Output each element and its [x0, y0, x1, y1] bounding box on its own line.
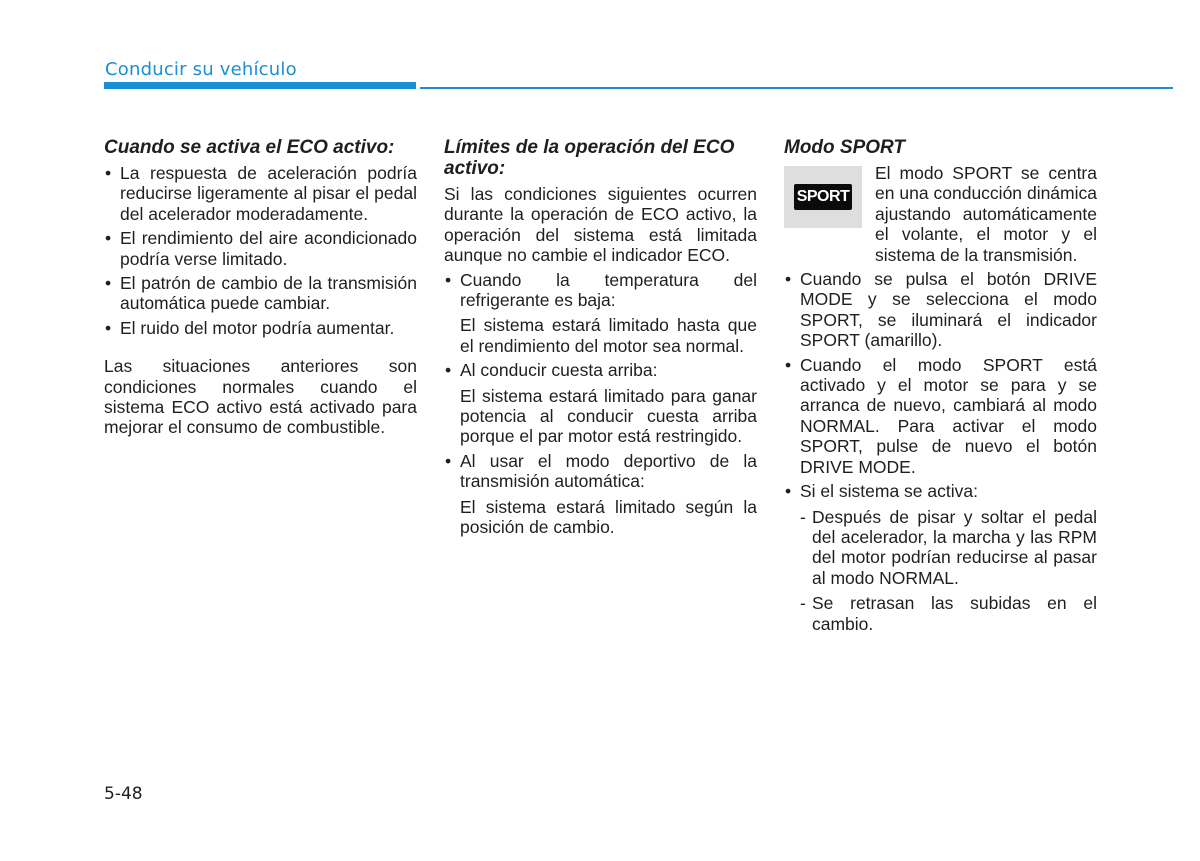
- header-bar-thick: [104, 82, 416, 89]
- column-eco-active: [104, 137, 417, 438]
- heading-sport-mode: Modo SPORT: [784, 137, 906, 158]
- paragraph-normal-conditions: Las situaciones anteriores son condiciones normales cuando el sistema ECO activo está activado para mejorar el consumo de combustible.: [104, 356, 417, 438]
- sport-intro-block: [784, 163, 1097, 265]
- column-sport-mode: [784, 137, 1097, 634]
- list-item: • Al conducir cuesta arriba:: [444, 360, 757, 380]
- list-item: • La respuesta de aceleración podría reducirse ligeramente al pisar el pedal del acelerador moderadamente.: [104, 163, 417, 224]
- list-item: • Al usar el modo deportivo de la transmisión automática:: [444, 451, 757, 492]
- dash-item: - Se retrasan las subidas en el cambio.: [784, 593, 1097, 634]
- page-number: 5-48: [104, 784, 143, 804]
- section-title: Conducir su vehículo: [105, 59, 297, 80]
- heading-eco-limits: Límites de la operación del ECO activo:: [444, 137, 735, 179]
- list-item-detail: El sistema estará limitado según la posición de cambio.: [460, 496, 757, 538]
- sport-mode-icon: [784, 166, 862, 228]
- list-item-detail: El sistema estará limitado para ganar potencia al conducir cuesta arriba porque el par motor está restringido.: [460, 385, 757, 447]
- paragraph-sport-intro: El modo SPORT se centra en una conducción dinámica ajustando automáticamente el volante, el motor y el sistema de la transmisión.: [875, 163, 1097, 265]
- header-bar-thin: [420, 87, 1173, 89]
- list-item: • El ruido del motor podría aumentar.: [104, 318, 417, 338]
- dash-item: - Después de pisar y soltar el pedal del acelerador, la marcha y las RPM del motor podrían reducirse al pasar al modo NORMAL.: [784, 507, 1097, 589]
- sport-badge-label: SPORT: [794, 184, 853, 210]
- heading-eco-active: Cuando se activa el ECO activo:: [104, 137, 395, 158]
- column-eco-limits: [444, 137, 757, 538]
- list-item: • Cuando se pulsa el botón DRIVE MODE y se selecciona el modo SPORT, se iluminará el indicador SPORT (amarillo).: [784, 269, 1097, 351]
- list-item: • El rendimiento del aire acondicionado podría verse limitado.: [104, 228, 417, 269]
- list-item: • El patrón de cambio de la transmisión automática puede cambiar.: [104, 273, 417, 314]
- list-item: • Cuando la temperatura del refrigerante es baja:: [444, 270, 757, 311]
- list-item: • Si el sistema se activa:: [784, 481, 1097, 501]
- list-item: • Cuando el modo SPORT está activado y el motor se para y se arranca de nuevo, cambiará al modo NORMAL. Para activar el modo SPORT, pulse de nuevo el botón DRIVE MODE.: [784, 355, 1097, 477]
- list-item-detail: El sistema estará limitado hasta que el rendimiento del motor sea normal.: [460, 315, 757, 356]
- paragraph-eco-limits-intro: Si las condiciones siguientes ocurren durante la operación de ECO activo, la operación del sistema está limitada aunque no cambie el indicador ECO.: [444, 184, 757, 266]
